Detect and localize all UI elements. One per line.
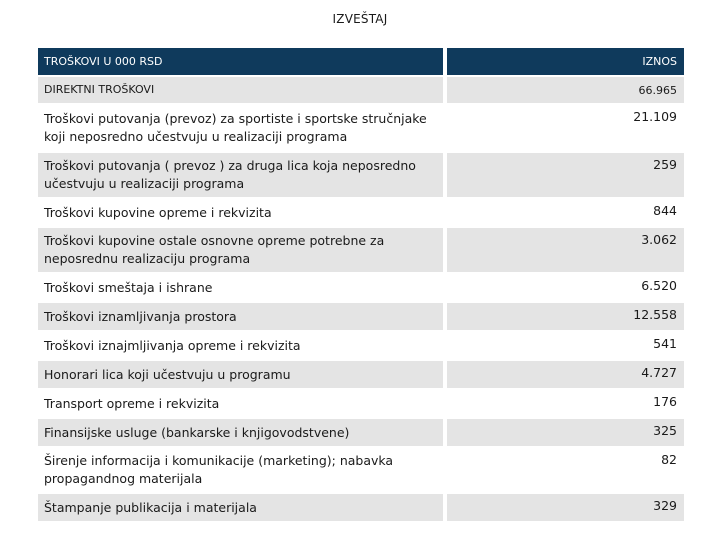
table-row (38, 105, 684, 151)
table-row-direct-costs (38, 77, 684, 103)
row-value: 66.965 (638, 83, 677, 97)
table-row (38, 390, 684, 417)
header-value-cell: IZNOS (447, 48, 684, 75)
table-row (38, 419, 684, 446)
row-label: DIREKTNI TROŠKOVI (44, 83, 155, 96)
row-value: 541 (653, 336, 677, 351)
row-label: Troškovi iznajmljivanja opreme i rekvizita (44, 337, 301, 353)
row-value: 325 (653, 423, 677, 438)
table-row (38, 274, 684, 301)
row-label: Transport opreme i rekvizita (44, 395, 220, 411)
row-value: 844 (653, 203, 677, 218)
row-label: Honorari lica koji učestvuju u programu (44, 366, 291, 382)
table-row (38, 494, 684, 521)
row-label: Troškovi putovanja (prevoz) za sportiste i sportske stručnjake koji neposredno učestvuju u realizaciji programa (44, 111, 427, 144)
table-row (38, 448, 684, 492)
table-row (38, 199, 684, 226)
row-label: Troškovi putovanja ( prevoz ) za druga lica koja neposredno učestvuju u realizaciji programa (44, 158, 416, 191)
row-label: Troškovi kupovine opreme i rekvizita (44, 204, 272, 220)
row-value: 176 (653, 394, 677, 409)
row-label: Štampanje publikacija i materijala (44, 499, 257, 515)
row-label: Troškovi iznamljivanja prostora (44, 308, 237, 324)
table-row (38, 228, 684, 272)
row-value: 4.727 (641, 365, 677, 380)
cost-table (38, 48, 684, 523)
table-header-row (38, 48, 684, 75)
row-value: 82 (661, 452, 677, 467)
row-value: 3.062 (641, 232, 677, 247)
table-row (38, 361, 684, 388)
report-title: IZVEŠTAJ (332, 12, 388, 26)
row-value: 259 (653, 157, 677, 172)
row-value: 12.558 (633, 307, 677, 322)
row-label: Širenje informacija i komunikacije (marketing); nabavka propagandnog materijala (44, 453, 394, 486)
row-label: Finansijske usluge (bankarske i knjigovodstvene) (44, 424, 350, 440)
table-row (38, 303, 684, 330)
row-label: Troškovi kupovine ostale osnovne opreme potrebne za neposrednu realizaciju programa (44, 233, 385, 266)
row-value: 329 (653, 498, 677, 513)
row-value: 6.520 (641, 278, 677, 293)
row-value: 21.109 (633, 109, 677, 124)
table-row (38, 153, 684, 197)
header-label-cell: TROŠKOVI U 000 RSD (38, 48, 443, 75)
row-label: Troškovi smeštaja i ishrane (44, 279, 213, 295)
table-row (38, 332, 684, 359)
